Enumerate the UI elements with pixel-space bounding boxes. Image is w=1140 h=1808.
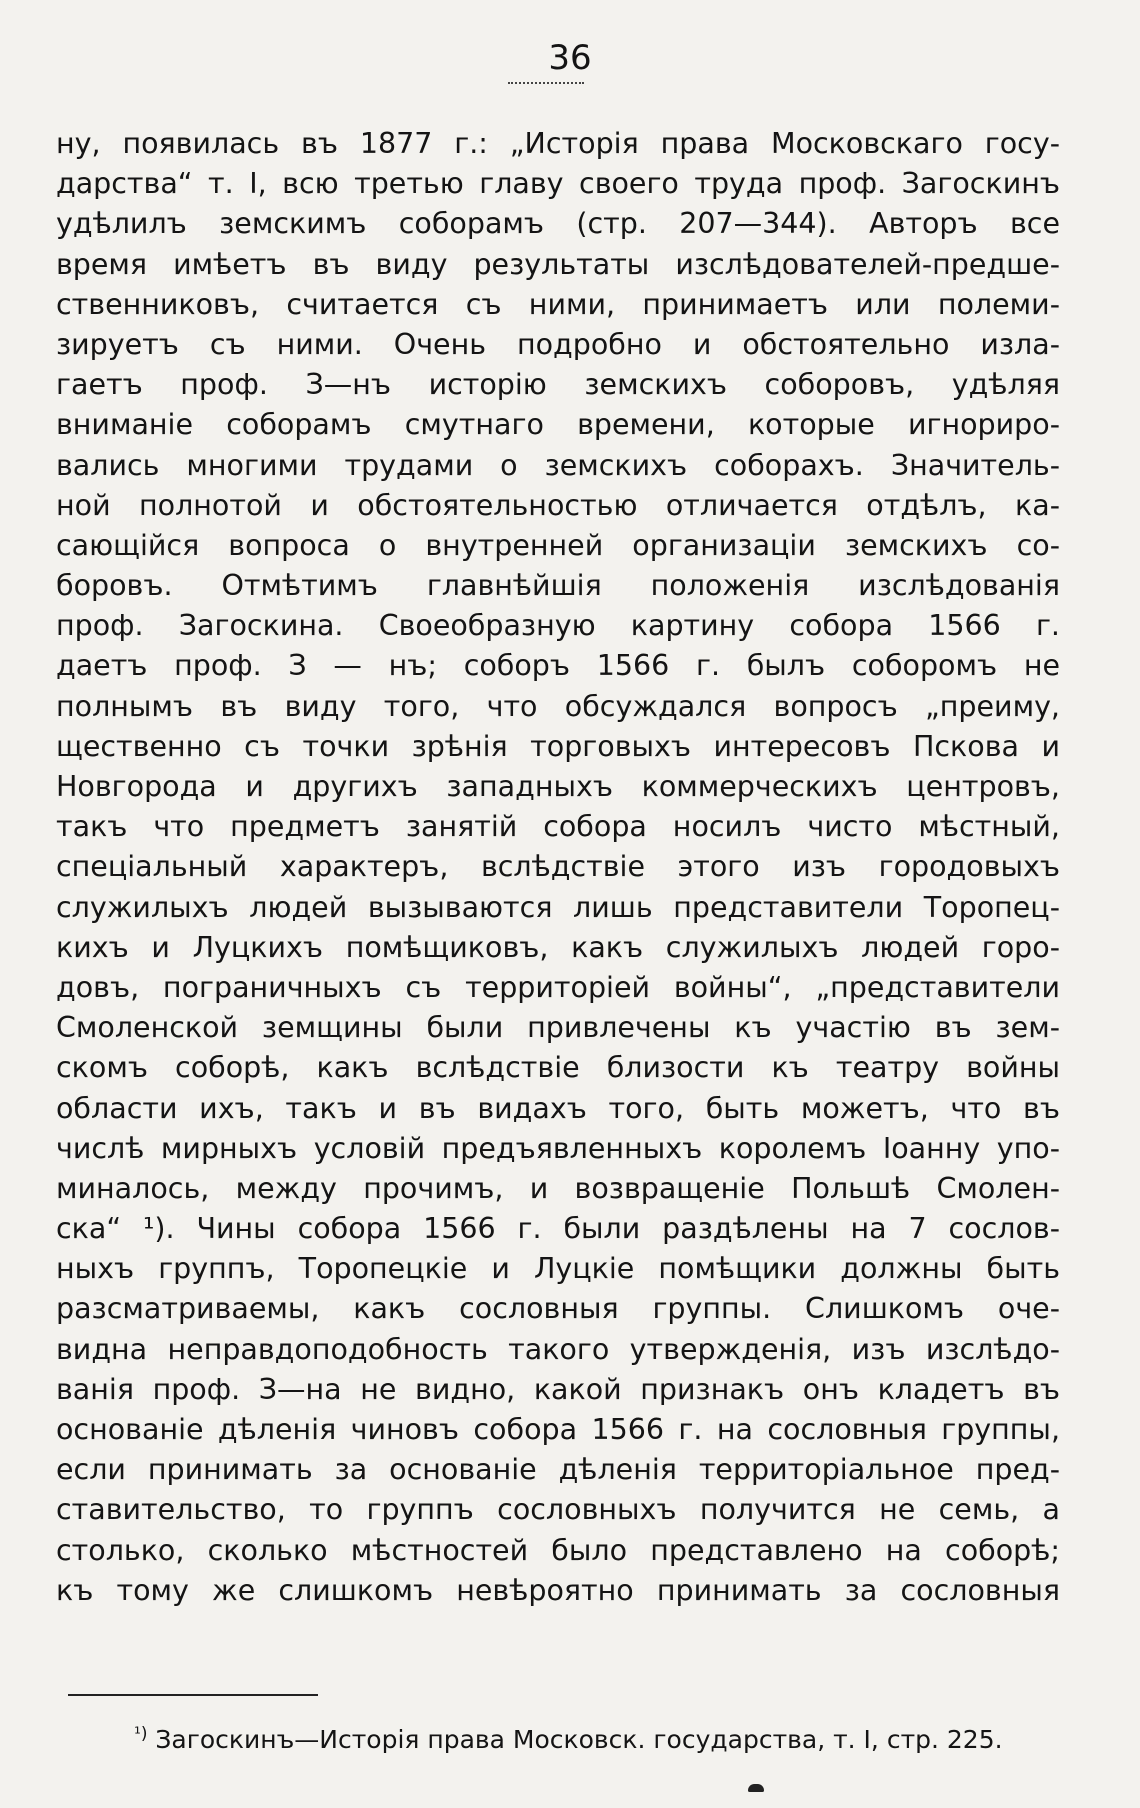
footnote-divider: [68, 1694, 318, 1696]
text-line: скомъ соборѣ, какъ вслѣдствіе близости къ театру войны: [56, 1051, 1060, 1085]
footnote: [134, 1718, 1056, 1756]
text-line: Смоленской земщины были привлечены къ участію въ зем-: [56, 1011, 1060, 1045]
text-line: такъ что предметъ занятій собора носилъ чисто мѣстный,: [56, 810, 1060, 844]
text-line: миналось, между прочимъ, и возвращеніе Польшѣ Смолен-: [56, 1171, 1060, 1205]
text-line: удѣлилъ земскимъ соборамъ (стр. 207—344). Авторъ все: [56, 207, 1060, 241]
text-line: разсматриваемы, какъ сословныя группы. Слишкомъ оче-: [56, 1292, 1060, 1326]
text-line: если принимать за основаніе дѣленія территоріальное пред-: [56, 1453, 1060, 1487]
text-line: щественно съ точки зрѣнія торговыхъ интересовъ Пскова и: [56, 729, 1060, 763]
text-line: ной полнотой и обстоятельностью отличается отдѣлъ, ка-: [56, 488, 1060, 522]
page-number-underline: [508, 82, 584, 84]
text-line: видна неправдоподобность такого утвержденія, изъ изслѣдо-: [56, 1332, 1060, 1366]
text-line: къ тому же слишкомъ невѣроятно принимать за сословныя: [56, 1573, 1060, 1607]
text-line: время имѣетъ въ виду результаты изслѣдователей-предше-: [56, 247, 1060, 281]
text-line: вниманіе соборамъ смутнаго времени, которые игнориро-: [56, 408, 1060, 442]
text-line: дарства“ т. I, всю третью главу своего труда проф. Загоскинъ: [56, 167, 1060, 201]
text-line: столько, сколько мѣстностей было представлено на соборѣ;: [56, 1533, 1060, 1567]
text-line: проф. Загоскина. Своеобразную картину собора 1566 г.: [56, 609, 1060, 643]
text-line: даетъ проф. З — нъ; соборъ 1566 г. былъ соборомъ не: [56, 649, 1060, 683]
text-line: ставительство, то группъ сословныхъ получится не семь, а: [56, 1493, 1060, 1527]
text-line: гаетъ проф. З—нъ исторію земскихъ соборовъ, удѣляя: [56, 368, 1060, 402]
footnote-marker: ¹): [134, 1724, 148, 1744]
text-line: полнымъ въ виду того, что обсуждался вопросъ „преиму,: [56, 689, 1060, 723]
text-line: Новгорода и другихъ западныхъ коммерческихъ центровъ,: [56, 770, 1060, 803]
text-line: вались многими трудами о земскихъ соборахъ. Значитель-: [56, 448, 1060, 482]
page-number: 36: [548, 38, 592, 78]
text-line: боровъ. Отмѣтимъ главнѣйшія положенія изслѣдованія: [56, 569, 1060, 603]
text-line: ственниковъ, считается съ ними, принимаетъ или полеми-: [56, 287, 1060, 321]
text-line: числѣ мирныхъ условій предъявленныхъ королемъ Іоанну упо-: [56, 1131, 1060, 1165]
text-line: ныхъ группъ, Торопецкіе и Луцкіе помѣщики должны быть: [56, 1252, 1060, 1286]
text-line: ванія проф. З—на не видно, какой признакъ онъ кладетъ въ: [56, 1372, 1060, 1406]
text-line: ска“ ¹). Чины собора 1566 г. были раздѣлены на 7 сослов-: [56, 1212, 1060, 1246]
text-line: спеціальный характеръ, вслѣдствіе этого изъ городовыхъ: [56, 850, 1060, 884]
text-line: кихъ и Луцкихъ помѣщиковъ, какъ служилыхъ людей горо-: [56, 930, 1060, 964]
text-line: зируетъ съ ними. Очень подробно и обстоятельно изла-: [56, 327, 1060, 361]
body-text: [56, 124, 1060, 1611]
text-line: довъ, пограничныхъ съ территоріей войны“, „представители: [56, 970, 1060, 1004]
text-line: области ихъ, такъ и въ видахъ того, быть можетъ, что въ: [56, 1091, 1060, 1125]
footnote-text: Загоскинъ—Исторія права Московск. государства, т. I, стр. 225.: [147, 1725, 1003, 1754]
text-line: служилыхъ людей вызываются лишь представители Торопец-: [56, 890, 1060, 924]
text-line: ну, появилась въ 1877 г.: „Исторія права Московскаго госу-: [56, 127, 1060, 160]
text-line: основаніе дѣленія чиновъ собора 1566 г. на сословныя группы,: [56, 1413, 1060, 1446]
printer-mark: [748, 1784, 764, 1792]
text-line: сающійся вопроса о внутренней организаціи земскихъ со-: [56, 528, 1060, 562]
